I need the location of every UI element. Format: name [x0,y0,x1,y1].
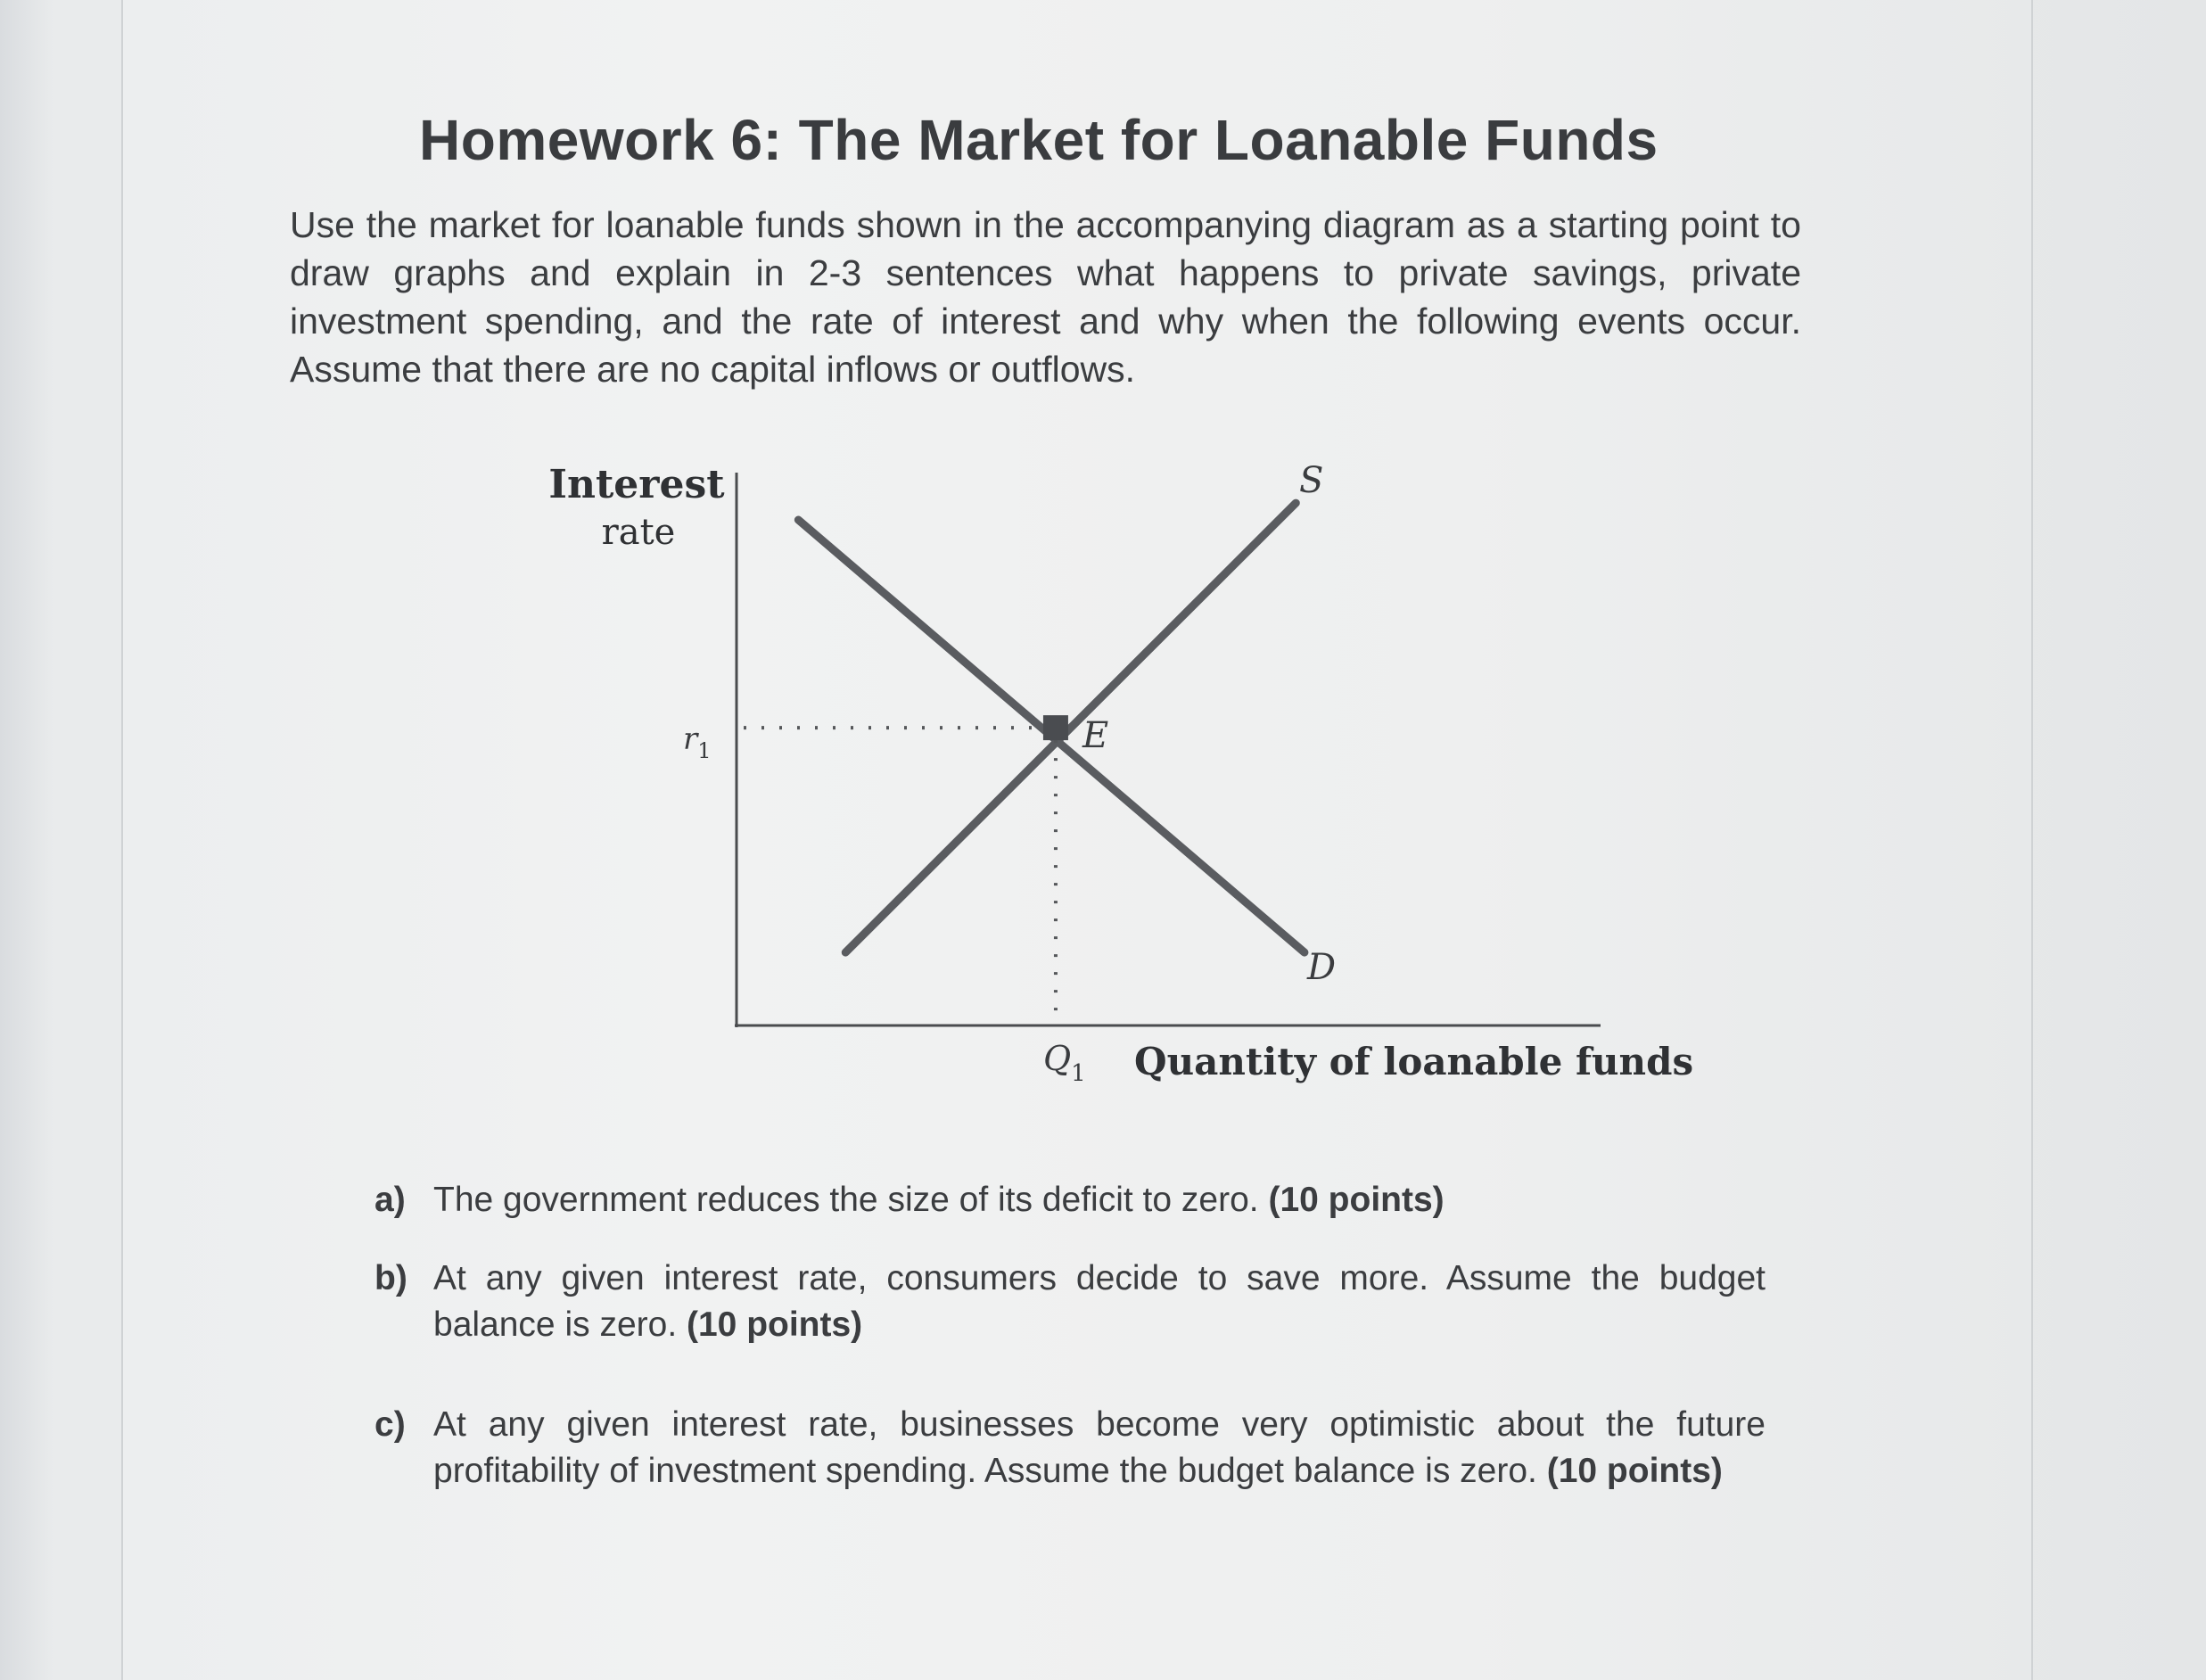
question-a [375,1177,1766,1223]
question-c-text: At any given interest rate, businesses become very optimistic about the future profitability of investment spending. Assume the budget balance is zero. [433,1405,1766,1490]
page-title: Homework 6: The Market for Loanable Funds [419,108,1659,172]
supply-curve-label: S [1299,460,1324,501]
y-tick-r1 [683,721,712,763]
equilibrium-point [1043,715,1068,740]
question-a-body [433,1177,1766,1223]
question-a-letter: a) [375,1181,406,1219]
y-axis-label-line1: Interest [548,462,725,507]
question-c [375,1402,1766,1495]
equilibrium-label: E [1082,715,1109,756]
x-tick-q1-main: Q [1043,1039,1072,1078]
question-a-points: (10 points) [1268,1181,1445,1219]
y-tick-r1-main: r [683,721,698,757]
question-b-text: At any given interest rate, consumers decide to save more. Assume the budget balance is zero. [433,1259,1766,1344]
x-tick-q1 [1043,1039,1086,1087]
question-b-letter: b) [375,1259,407,1297]
question-b-body [433,1256,1766,1348]
question-c-body [433,1402,1766,1495]
question-b-points: (10 points) [687,1305,863,1344]
x-axis-label: Quantity of loanable funds [1134,1040,1694,1083]
question-c-letter: c) [375,1405,406,1444]
x-tick-q1-sub: 1 [1071,1060,1086,1087]
question-a-text: The government reduces the size of its deficit to zero. [433,1181,1259,1219]
question-c-points: (10 points) [1546,1452,1723,1490]
intro-paragraph: Use the market for loanable funds shown in the accompanying diagram as a starting point to draw graphs and explain in 2-3 sentences what happens to private savings, private investment spending, and the rate of interest and why when the following events occur. Assume that there are no capital inflows or outflows. [290,204,1801,390]
demand-curve-label: D [1307,947,1337,988]
y-axis-label-line2: rate [601,512,676,553]
y-tick-r1-sub: 1 [697,738,712,763]
question-b [375,1256,1766,1348]
